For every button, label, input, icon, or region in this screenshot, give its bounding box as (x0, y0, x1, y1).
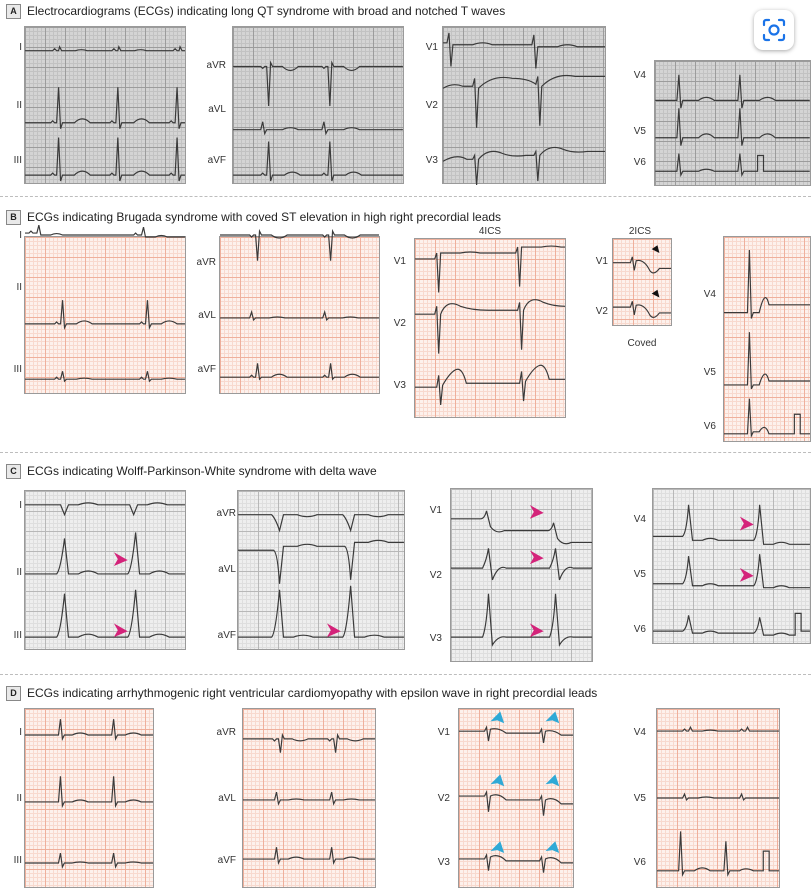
ecg-panel-d-v1-v3 (458, 708, 574, 888)
lead-label: I (19, 727, 22, 738)
section-a-title: Electrocardiograms (ECGs) indicating long QT syndrome with broad and notched T waves (27, 4, 506, 18)
lead-label: I (19, 500, 22, 511)
ecg-panel-d-limb (24, 708, 154, 888)
ecg-panel-b-v1-v3 (414, 238, 566, 418)
lead-label: V3 (425, 155, 438, 166)
ecg-panel-d-augmented (242, 708, 376, 888)
lead-label: V1 (393, 256, 406, 267)
ecg-panel-d-v4-v6 (656, 708, 780, 888)
ecg-panel-a-v4-v6 (654, 60, 811, 186)
magenta-arrow-icon (740, 568, 754, 582)
ecg-traces (613, 239, 671, 325)
ecg-panel-c-v1-v3 (450, 488, 593, 662)
lead-label: V2 (595, 306, 608, 317)
section-b-letter: B (6, 210, 21, 225)
lead-label: V5 (633, 569, 646, 580)
lead-label: III (13, 155, 22, 166)
lead-label: II (16, 282, 22, 293)
ecg-traces (25, 27, 185, 183)
section-c-header (6, 462, 377, 480)
ecg-traces (459, 709, 573, 887)
lead-label: V5 (633, 793, 646, 804)
ecg-traces (25, 491, 185, 649)
lead-label: V2 (429, 570, 442, 581)
section-d-title: ECGs indicating arrhythmogenic right ventricular cardiomyopathy with epsilon wave in right precordial leads (27, 686, 598, 700)
lead-label: aVL (198, 310, 216, 321)
lead-label: V6 (633, 857, 646, 868)
section-d-letter: D (6, 686, 21, 701)
lead-label: V2 (437, 793, 450, 804)
lead-label: aVR (206, 60, 226, 71)
cyan-arrow-icon (490, 774, 504, 786)
ecg-traces (655, 61, 810, 185)
magenta-arrow-icon (114, 552, 128, 566)
lead-label: aVF (217, 855, 236, 866)
lead-label: II (16, 100, 22, 111)
lead-label: I (19, 230, 22, 241)
ecg-panel-b-v4-v6 (723, 236, 811, 442)
ecg-panel-a-augmented (232, 26, 404, 184)
section-a-header (6, 2, 505, 20)
lead-label: V6 (633, 624, 646, 635)
lead-label: V3 (393, 380, 406, 391)
lead-label: aVR (216, 727, 236, 738)
ecg-traces (443, 27, 605, 183)
lead-label: V5 (703, 367, 716, 378)
lead-label: V5 (633, 126, 646, 137)
ecg-panel-c-v4-v6 (652, 488, 811, 644)
ecg-panel-a-v1-v3 (442, 26, 606, 184)
ecg-traces (657, 709, 779, 887)
ecg-traces (238, 491, 404, 649)
lead-label: aVR (216, 508, 236, 519)
ecg-traces (415, 239, 565, 417)
lead-label: II (16, 567, 22, 578)
lead-label: V4 (703, 289, 716, 300)
lead-label: V1 (425, 42, 438, 53)
lead-label: V4 (633, 727, 646, 738)
ecg-traces (451, 489, 592, 661)
magenta-arrow-icon (530, 623, 544, 637)
black-arrow-icon (652, 245, 660, 253)
lead-label: V4 (633, 70, 646, 81)
ecg-traces (25, 237, 185, 393)
lead-label: V3 (437, 857, 450, 868)
section-b-title: ECGs indicating Brugada syndrome with coved ST elevation in high right precordial leads (27, 210, 502, 224)
ecg-panel-c-limb (24, 490, 186, 650)
lead-label: aVF (197, 364, 216, 375)
ecg-panel-c-augmented (237, 490, 405, 650)
caption-coved: Coved (627, 338, 657, 349)
lead-label: aVL (218, 793, 236, 804)
lead-label: V3 (429, 633, 442, 644)
ecg-panel-b-2ics (612, 238, 672, 326)
lead-label: V1 (437, 727, 450, 738)
section-divider (0, 196, 811, 197)
cyan-arrow-icon (490, 712, 504, 724)
magenta-arrow-icon (530, 550, 544, 564)
ecg-traces (653, 489, 810, 643)
lead-label: V2 (425, 100, 438, 111)
lead-label: II (16, 793, 22, 804)
section-b-header (6, 208, 501, 226)
lead-label: III (13, 364, 22, 375)
lead-label: aVF (207, 155, 226, 166)
ecg-traces (25, 709, 153, 887)
ecg-traces (233, 27, 403, 183)
caption-2ics: 2ICS (628, 226, 652, 237)
ecg-traces (243, 709, 375, 887)
cyan-arrow-icon (545, 841, 559, 853)
magenta-arrow-icon (114, 623, 128, 637)
magenta-arrow-icon (327, 623, 341, 637)
section-divider (0, 452, 811, 453)
ecg-panel-b-augmented (219, 236, 380, 394)
visual-search-icon[interactable] (754, 10, 794, 50)
lead-label: V1 (595, 256, 608, 267)
lead-label: V4 (633, 514, 646, 525)
section-a-letter: A (6, 4, 21, 19)
black-arrow-icon (652, 290, 660, 298)
ecg-traces (724, 237, 810, 441)
section-c-letter: C (6, 464, 21, 479)
lead-label: V6 (703, 421, 716, 432)
section-c-title: ECGs indicating Wolff-Parkinson-White syndrome with delta wave (27, 464, 377, 478)
cyan-arrow-icon (545, 712, 559, 724)
lead-label: I (19, 42, 22, 53)
cyan-arrow-icon (490, 841, 504, 853)
magenta-arrow-icon (530, 505, 544, 519)
lead-label: aVL (218, 564, 236, 575)
lead-label: aVF (217, 630, 236, 641)
ecg-traces (220, 237, 379, 393)
lead-label: III (13, 855, 22, 866)
lead-label: V6 (633, 157, 646, 168)
lead-label: aVR (196, 257, 216, 268)
lead-label: aVL (208, 104, 226, 115)
ecg-panel-b-limb (24, 236, 186, 394)
caption-4ics: 4ICS (478, 226, 502, 237)
section-divider (0, 674, 811, 675)
section-d-header (6, 684, 597, 702)
lead-label: V1 (429, 505, 442, 516)
lead-label: V2 (393, 318, 406, 329)
cyan-arrow-icon (545, 774, 559, 786)
ecg-panel-a-limb (24, 26, 186, 184)
lead-label: III (13, 630, 22, 641)
magenta-arrow-icon (740, 517, 754, 531)
